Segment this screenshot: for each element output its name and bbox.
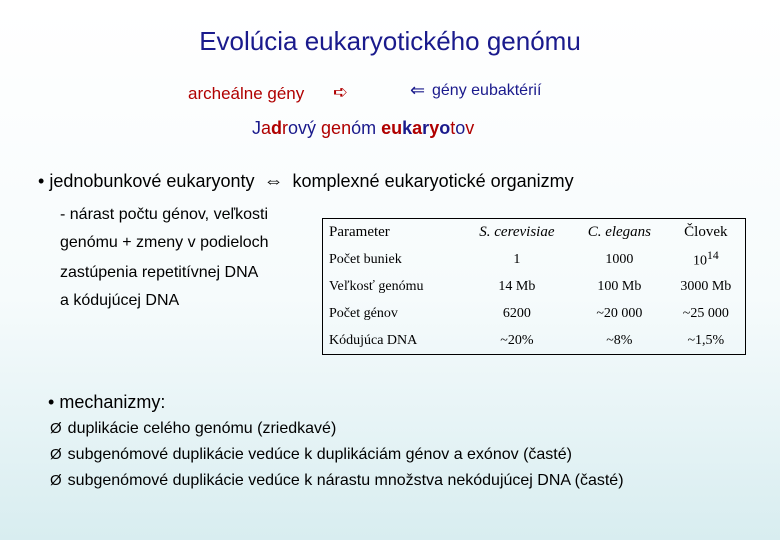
- table-header-row: [323, 219, 746, 247]
- list-item: [50, 420, 336, 438]
- table-cell: 1: [513, 251, 521, 267]
- arrowhead-icon: Ø: [50, 472, 62, 489]
- list-item: [50, 472, 624, 490]
- table-row: [323, 246, 746, 273]
- page-title: Evolúcia eukaryotického genómu: [199, 26, 581, 56]
- table-cell: Počet génov: [329, 305, 398, 321]
- list-item: [50, 446, 572, 464]
- header-c-elegans: C. elegans: [587, 224, 652, 240]
- archaeal-genes-label: archeálne gény: [188, 84, 305, 103]
- mechanism-text: subgenómové duplikácie vedúce k duplikáciám génov a exónov (časté): [67, 446, 572, 463]
- double-arrow-icon: ⇔: [263, 170, 284, 192]
- table-cell: ~1,5%: [687, 332, 725, 348]
- sub-line-3: zastúpenia repetitívnej DNA: [60, 264, 259, 281]
- comparison-bullet: [38, 170, 574, 193]
- mechanism-text: subgenómové duplikácie vedúce k nárastu množstva nekódujúcej DNA (časté): [67, 472, 624, 489]
- sub-line-2: genómu + zmeny v podieloch: [60, 234, 269, 251]
- table-cell: Veľkosť genómu: [329, 278, 424, 294]
- arrowhead-icon: Ø: [50, 420, 62, 437]
- table-row: [323, 327, 746, 355]
- unicellular-label: jednobunkové eukaryonty: [49, 171, 255, 191]
- parameter-table: [322, 218, 746, 355]
- sub-line-4: a kódujúcej DNA: [60, 292, 180, 309]
- table-cell: 6200: [502, 305, 531, 321]
- mechanisms-label: mechanizmy:: [59, 392, 166, 412]
- table-row: [323, 273, 746, 300]
- table-cell: 3000 Mb: [680, 278, 732, 294]
- bullet-dot: •: [48, 392, 55, 412]
- bullet-dot: •: [38, 171, 45, 191]
- table-cell: Počet buniek: [329, 251, 402, 267]
- table-cell: Kódujúca DNA: [329, 332, 418, 348]
- header-s-cerevisiae: S. cerevisiae: [479, 224, 555, 240]
- table-cell: ~20%: [500, 332, 534, 348]
- arrowhead-icon: Ø: [50, 446, 62, 463]
- arrow-right-icon: ➪: [333, 82, 349, 102]
- table-cell: 1000: [605, 251, 634, 267]
- sub-line-1: - nárast počtu génov, veľkosti: [60, 206, 269, 223]
- table-cell: 14 Mb: [498, 278, 536, 294]
- table-row: [323, 300, 746, 327]
- header-parameter: Parameter: [329, 224, 390, 240]
- complex-label: komplexné eukaryotické organizmy: [292, 171, 574, 191]
- table-cell: ~20 000: [596, 305, 643, 321]
- table-cell: $10^{14}$: [692, 249, 719, 269]
- eubacterial-genes-label: gény eubaktérií: [432, 82, 542, 99]
- mechanisms-heading: [48, 392, 165, 413]
- table-cell: 100 Mb: [597, 278, 642, 294]
- mechanism-text: duplikácie celého genómu (zriedkavé): [67, 420, 337, 437]
- header-human: Človek: [684, 224, 728, 240]
- table-cell: ~25 000: [682, 305, 729, 321]
- table-cell: ~8%: [606, 332, 633, 348]
- nuclear-genome-label: Jadrový genóm eukaryotov: [252, 118, 475, 138]
- arrow-left-icon: ⇐: [410, 80, 426, 100]
